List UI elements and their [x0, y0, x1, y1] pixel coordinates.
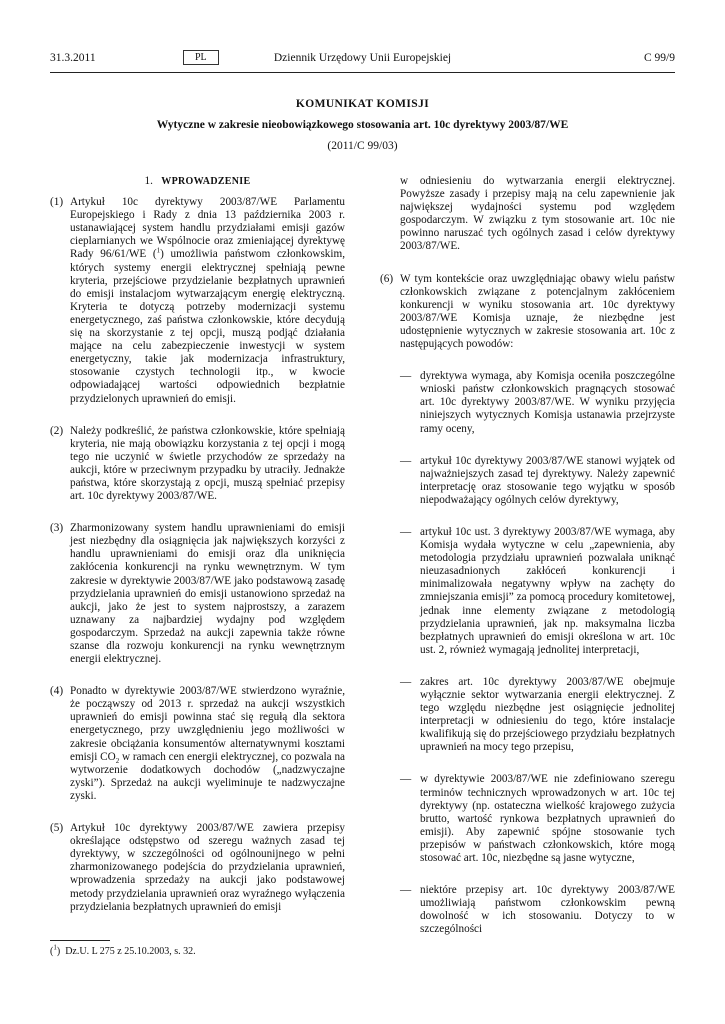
paragraph-4 [50, 685, 345, 803]
dash-item-text: w dyrektywie 2003/87/WE nie zdefiniowano szeregu terminów technicznych wprowadzonych w art. 10c tej dyrektywy (np. ostateczna wielkość krajowego zużycia brutto, wartość rynkowa bezpłatnych uprawnień do emisji). Aby zapewnić spójne stosowanie tych przepisów w państwach członkowskich, które mogą stosować art. 10c, niezbędne są jasne wytyczne, [420, 773, 675, 865]
publication-date: 31.3.2011 [50, 52, 96, 64]
dash-marker: — [400, 773, 412, 786]
dash-item-text: zakres art. 10c dyrektywy 2003/87/WE obejmuje wyłącznie sektor wytwarzania energii elektrycznej. Z tego względu niezbędne jest osiągnięcie jednolitej interpretacji w odniesieniu do tego, które instalacje kwalifikują się do przejściowego przydziału bezpłatnych uprawnień na mocy tego przepisu, [420, 675, 675, 754]
paragraph-text-cont: w ramach cen energii elektrycznej, co pozwala na wytworzenie dodatkowych dochodów („nadzwyczajne zyski”). Sprzedaż na aukcji wyeliminuje te nadzwyczajne zyski. [70, 750, 346, 802]
dash-item [380, 676, 675, 755]
paragraph-number: (3) [50, 522, 64, 535]
paragraph-number: (4) [50, 685, 64, 698]
dash-item-text: niektóre przepisy art. 10c dyrektywy 2003/87/WE umożliwiają państwom członkowskim pewną dowolność w ich stosowaniu. Dotyczy to w szczególności [420, 884, 675, 936]
dash-item [380, 455, 675, 507]
right-column [380, 175, 675, 956]
paragraph-5 [50, 822, 345, 914]
footnote-ref: 1 [156, 246, 161, 255]
document-subtitle: Wytyczne w zakresie nieobowiązkowego stosowania art. 10c dyrektywy 2003/87/WE [156, 119, 569, 131]
paragraph-text: Zharmonizowany system handlu uprawnieniami do emisji jest niezbędny dla osiągnięcia jak największych korzyści z handlu uprawnieniami do emisji oraz dla uniknięcia zakłócenia konkurencji na rynku wewnętrznym. W tym zakresie w dyrektywie 2003/87/WE jako podstawową zasadę przydzielania uprawnień do emisji ustanowiono sprzedaż na aukcji, jako że jest to system najprostszy, a zarazem uznawany za najbardziej wydajny pod względem gospodarczym. Sprzedaż na aukcji zapewnia także równe szanse dla rozwoju konkurencji na rynku wewnętrznym energii elektrycznej. [70, 522, 345, 666]
dash-marker: — [400, 884, 412, 897]
paragraph-text: Artykuł 10c dyrektywy 2003/87/WE Parlamentu Europejskiego i Rady z dnia 13 października 2003 r. ustanawiającej system handlu przydziałami emisji gazów cieplarnianych we Wspólnocie oraz zmieniającej dyrektywę Rady 96/61/WE ( [70, 196, 345, 261]
paragraph-text-cont: ) umożliwia państwom członkowskim, których systemy energii elektrycznej spełniają pewne kryteria, przejściowe przydzielanie bezpłatnych uprawnień do emisji instalacjom wytwarzającym energię elektryczną. Kryteria te dotyczą potrzeby modernizacji systemu energetycznego, zaś państwa członkowskie, które decydują się na skorzystanie z tej opcji, muszą podjąć działania mające na celu zabezpieczenie inwestycji w system energetyczny, takie jak modernizacja infrastruktury, stosowanie czystych technologii itp., w kwocie odpowiadającej wartości odpowiednich bezpłatnie przydzielonych uprawnień do emisji. [70, 248, 346, 405]
footnote-marker: 1 [53, 943, 57, 952]
dash-marker: — [400, 525, 412, 538]
dash-item [380, 884, 675, 936]
paragraph-3 [50, 522, 345, 666]
paragraph-text: W tym kontekście oraz uwzględniając obawy wielu państw członkowskich związane z potencjalnym zakłóceniem konkurencji w wyniku stosowania art. 10c dyrektywy 2003/87/WE Komisja uznaje, że niezbędne jest udostępnienie wytycznych w zakresie stosowania art. 10c z następujących powodów: [400, 272, 675, 351]
paragraph-5-continuation: w odniesieniu do wytwarzania energii elektrycznej. Powyższe zasady i przepisy mają na celu zapewnienie jak największej wydajności systemu pod względem gospodarczym. W związku z tym stosowanie art. 10c nie powinno naruszać tych ogólnych zasad i celów dyrektywy 2003/87/WE. [400, 175, 675, 253]
section-heading [50, 175, 345, 188]
section-number: 1. [144, 175, 153, 187]
dash-item [380, 370, 675, 435]
paragraph-text: Artykuł 10c dyrektywy 2003/87/WE zawiera przepisy określające odstępstwo od szeregu ważnych zasad tej dyrektywy, w szczególności od ogólnounijnego w pełni zharmonizowanego podejścia do przydzielania uprawnień, wprowadzenia sprzedaży na aukcji jako podstawowej metody przydzielania uprawnień oraz wyraźnego wyłączenia przydzielania bezpłatnych uprawnień do emisji [70, 822, 345, 913]
dash-item-text: artykuł 10c dyrektywy 2003/87/WE stanowi wyjątek od najważniejszych zasad tej dyrektywy. Należy zapewnić interpretację oraz stosowanie tego wyjątku w sposób niepodważający ogólnych celów dyrektywy, [420, 454, 675, 506]
dash-item [380, 526, 675, 657]
paragraph-6 [380, 273, 675, 352]
header-rule [50, 72, 675, 73]
paragraph-number: (5) [50, 822, 64, 835]
dash-item [380, 773, 675, 865]
document-title: KOMUNIKAT KOMISJI [295, 98, 430, 110]
page-header [50, 52, 675, 68]
paragraph-2 [50, 425, 345, 504]
paragraph-number: (6) [380, 272, 394, 285]
paragraph-1 [50, 196, 345, 406]
subscript: 2 [115, 756, 120, 765]
left-column [50, 175, 345, 933]
paragraph-text: Ponadto w dyrektywie 2003/87/WE stwierdzono wyraźnie, że począwszy od 2013 r. sprzedaż na aukcji wszystkich uprawnień do emisji powinna stać się regułą dla sektora energetycznego, przy uwzględnieniu jego możliwości w zakresie obciążania konsumentów alternatywnymi kosztami emisji CO [70, 685, 345, 763]
dash-marker: — [400, 675, 412, 688]
section-title: WPROWADZENIE [161, 176, 251, 187]
dash-item-text: dyrektywa wymaga, aby Komisja oceniła poszczególne wnioski państw członkowskich pragnących stosować art. 10c dyrektywy 2003/87/WE. W wyniku przyjęcia niniejszych wytycznych Komisja ustanawia przejrzyste ramy oceny, [420, 370, 675, 435]
language-badge: PL [183, 50, 219, 65]
journal-name: Dziennik Urzędowy Unii Europejskiej [273, 52, 452, 64]
footnote: ($^1$) Dz.U. L 275 z 25.10.2003, s. 32. [50, 943, 196, 957]
paragraph-text: Należy podkreślić, że państwa członkowskie, które spełniają kryteria, nie mają obowiązku korzystania z tej opcji i mogą tego nie uczynić w świetle przychodów ze sprzedaży na aukcji, które w przeciwnym przypadku by utraciły. Jednakże państwa, które skorzystają z opcji, muszą spełniać przepisy art. 10c dyrektywy 2003/87/WE. [70, 424, 345, 503]
document-reference: (2011/C 99/03) [327, 140, 398, 152]
dash-marker: — [400, 370, 412, 383]
paragraph-number: (2) [50, 424, 64, 437]
footnote-text: Dz.U. L 275 z 25.10.2003, s. 32. [65, 946, 196, 957]
footnote-rule [50, 940, 110, 941]
dash-marker: — [400, 454, 412, 467]
dash-item-text: artykuł 10c ust. 3 dyrektywy 2003/87/WE wymaga, aby Komisja wydała wytyczne w celu „zapewnienia, aby metodologia przydziału uprawnień pozwalała uniknąć nieuzasadnionych zakłóceń konkurencji i minimalizowała negatywny wpływ na zachęty do zmniejszania emisji” za pomocą procedury komitetowej, jednak inne elementy związane z metodologią przydzielania uprawnień, jak np. maksymalna liczba bezpłatnych uprawnień do emisji określona w art. 10c ust. 2, również wymagają jednolitej interpretacji, [420, 525, 675, 656]
page-number: C 99/9 [644, 52, 675, 64]
paragraph-number: (1) [50, 196, 64, 209]
